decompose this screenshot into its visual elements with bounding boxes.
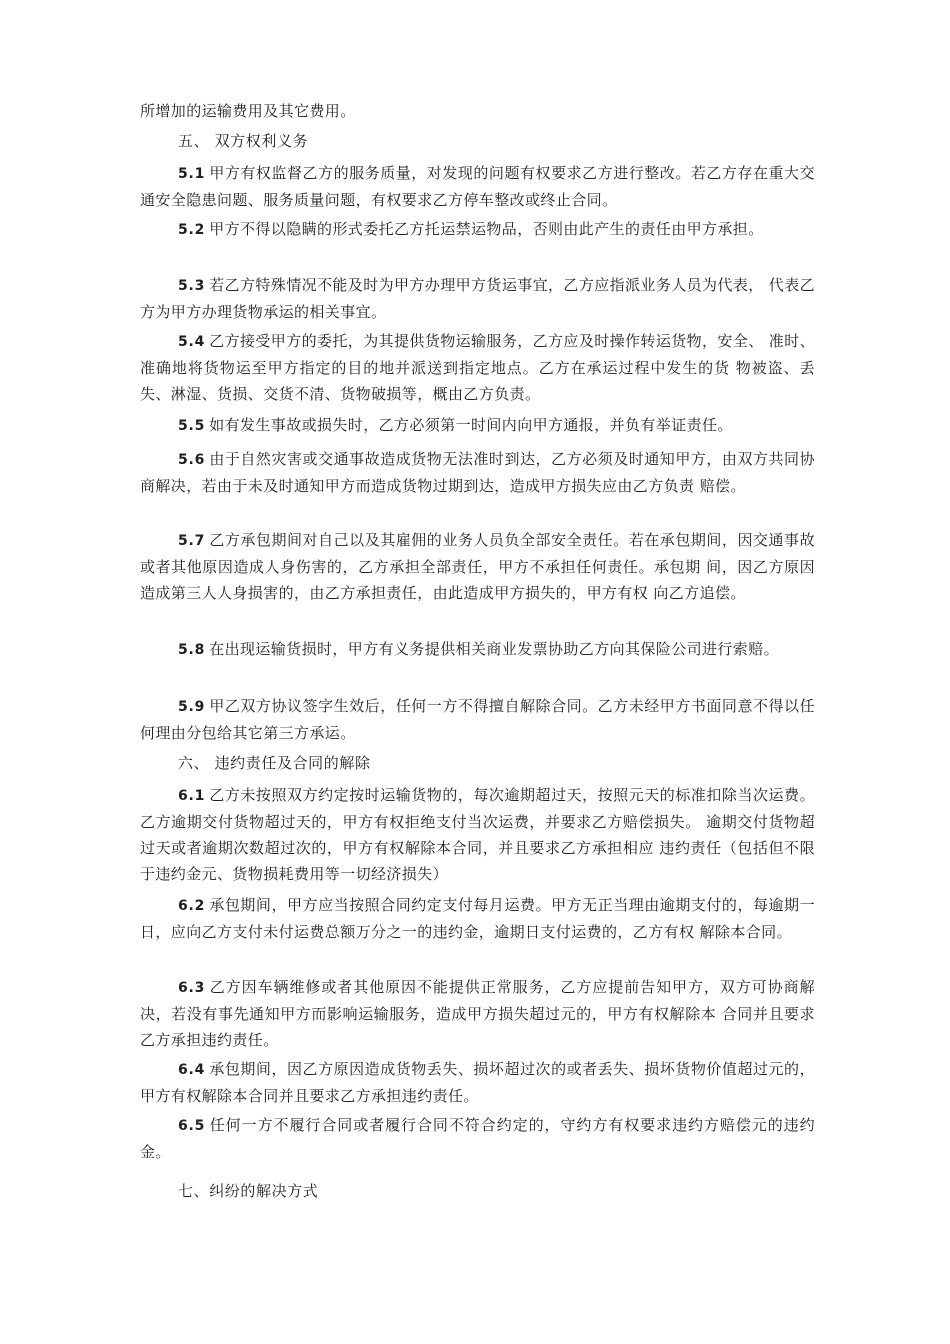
clause-5-2 [140, 216, 815, 243]
clause-5-7 [140, 527, 815, 606]
clause-text: 乙方因车辆维修或者其他原因不能提供正常服务，乙方应提前告知甲方，双方可协商解决，若没有事先通知甲方而影响运输服务，造成甲方损失超过元的，甲方有权解除本 合同并且要求乙方承担违约责任。 [140, 978, 815, 1049]
clause-6-5 [140, 1112, 815, 1165]
clause-number: 6.2 [178, 898, 206, 914]
clause-text: 承包期间，因乙方原因造成货物丢失、损坏超过次的或者丢失、损坏货物价值超过元的，甲方有权解除本合同并且要求乙方承担违约责任。 [140, 1060, 815, 1105]
clause-5-1 [140, 160, 815, 213]
clause-text: 乙方承包期间对自己以及其雇佣的业务人员负全部安全责任。若在承包期间，因交通事故或者其他原因造成人身伤害的，乙方承担全部责任，甲方不承担任何责任。承包期 间，因乙方原因造成第三人人身损害的，由乙方承担责任，由此造成甲方损失的，甲方有权 向乙方追偿。 [140, 531, 815, 602]
clause-text: 任何一方不履行合同或者履行合同不符合约定的，守约方有权要求违约方赔偿元的违约金。 [140, 1116, 815, 1161]
clause-text: 在出现运输货损时，甲方有义务提供相关商业发票协助乙方向其保险公司进行索赔。 [209, 640, 780, 658]
section-6-heading: 六、 违约责任及合同的解除 [178, 754, 371, 772]
clause-number: 6.5 [178, 1118, 206, 1134]
clause-5-6 [140, 446, 815, 499]
clause-5-9 [140, 693, 815, 746]
clause-text: 如有发生事故或损失时，乙方必须第一时间内向甲方通报，并负有举证责任。 [209, 416, 733, 434]
clause-text: 甲方不得以隐瞒的形式委托乙方托运禁运物品，否则由此产生的责任由甲方承担。 [209, 220, 764, 238]
clause-text: 由于自然灾害或交通事故造成货物无法准时到达，乙方必须及时通知甲方，由双方共同协商解决，若由于未及时通知甲方而造成货物过期到达，造成甲方损失应由乙方负责 赔偿。 [140, 450, 815, 495]
clause-text: 甲乙双方协议签字生效后，任何一方不得擅自解除合同。乙方未经甲方书面同意不得以任何理由分包给其它第三方承运。 [140, 697, 815, 742]
clause-text: 若乙方特殊情况不能及时为甲方办理甲方货运事宜，乙方应指派业务人员为代表， 代表乙方为甲方办理货物承运的相关事宜。 [140, 276, 815, 321]
clause-number: 6.1 [178, 788, 206, 804]
clause-number: 5.3 [178, 278, 206, 294]
clause-5-8 [140, 636, 815, 663]
clause-6-2 [140, 892, 815, 945]
clause-5-5 [140, 412, 815, 439]
clause-number: 5.9 [178, 699, 206, 715]
clause-6-3 [140, 974, 815, 1053]
clause-number: 6.4 [178, 1062, 206, 1078]
clause-text: 乙方接受甲方的委托，为其提供货物运输服务，乙方应及时操作转运货物，安全、 准时、准确地将货物运至甲方指定的目的地并派送到指定地点。乙方在承运过程中发生的货 物被盗、丢失、淋湿、货损、交货不清、货物破损等，概由乙方负责。 [140, 332, 815, 403]
clause-text: 乙方未按照双方约定按时运输货物的，每次逾期超过天，按照元天的标准扣除当次运费。乙方逾期交付货物超过天的，甲方有权拒绝支付当次运费，并要求乙方赔偿损失。 逾期交付货物超过天或者逾期次数超过次的，甲方有权解除本合同，并且要求乙方承担相应 违约责任（包括但不限于违约金元、货物损耗费用等一切经济损失） [140, 786, 815, 883]
clause-6-4 [140, 1056, 815, 1109]
clause-text: 甲方有权监督乙方的服务质量，对发现的问题有权要求乙方进行整改。若乙方存在重大交通安全隐患问题、服务质量问题，有权要求乙方停车整改或终止合同。 [140, 164, 815, 209]
clause-5-4 [140, 328, 815, 407]
continuation-text: 所增加的运输费用及其它费用。 [140, 102, 356, 120]
clause-number: 5.8 [178, 642, 206, 658]
clause-number: 5.7 [178, 533, 206, 549]
clause-number: 5.5 [178, 418, 206, 434]
clause-number: 5.4 [178, 334, 206, 350]
clause-number: 5.1 [178, 166, 206, 182]
clause-number: 6.3 [178, 980, 206, 996]
clause-5-3 [140, 272, 815, 325]
clause-number: 5.2 [178, 222, 206, 238]
section-7-heading: 七、纠纷的解决方式 [178, 1182, 319, 1200]
clause-6-1 [140, 782, 815, 887]
clause-text: 承包期间，甲方应当按照合同约定支付每月运费。甲方无正当理由逾期支付的，每逾期一日，应向乙方支付未付运费总额万分之一的违约金，逾期日支付运费的，乙方有权 解除本合同。 [140, 896, 815, 941]
clause-number: 5.6 [178, 452, 206, 468]
section-5-heading: 五、 双方权利义务 [178, 132, 309, 150]
